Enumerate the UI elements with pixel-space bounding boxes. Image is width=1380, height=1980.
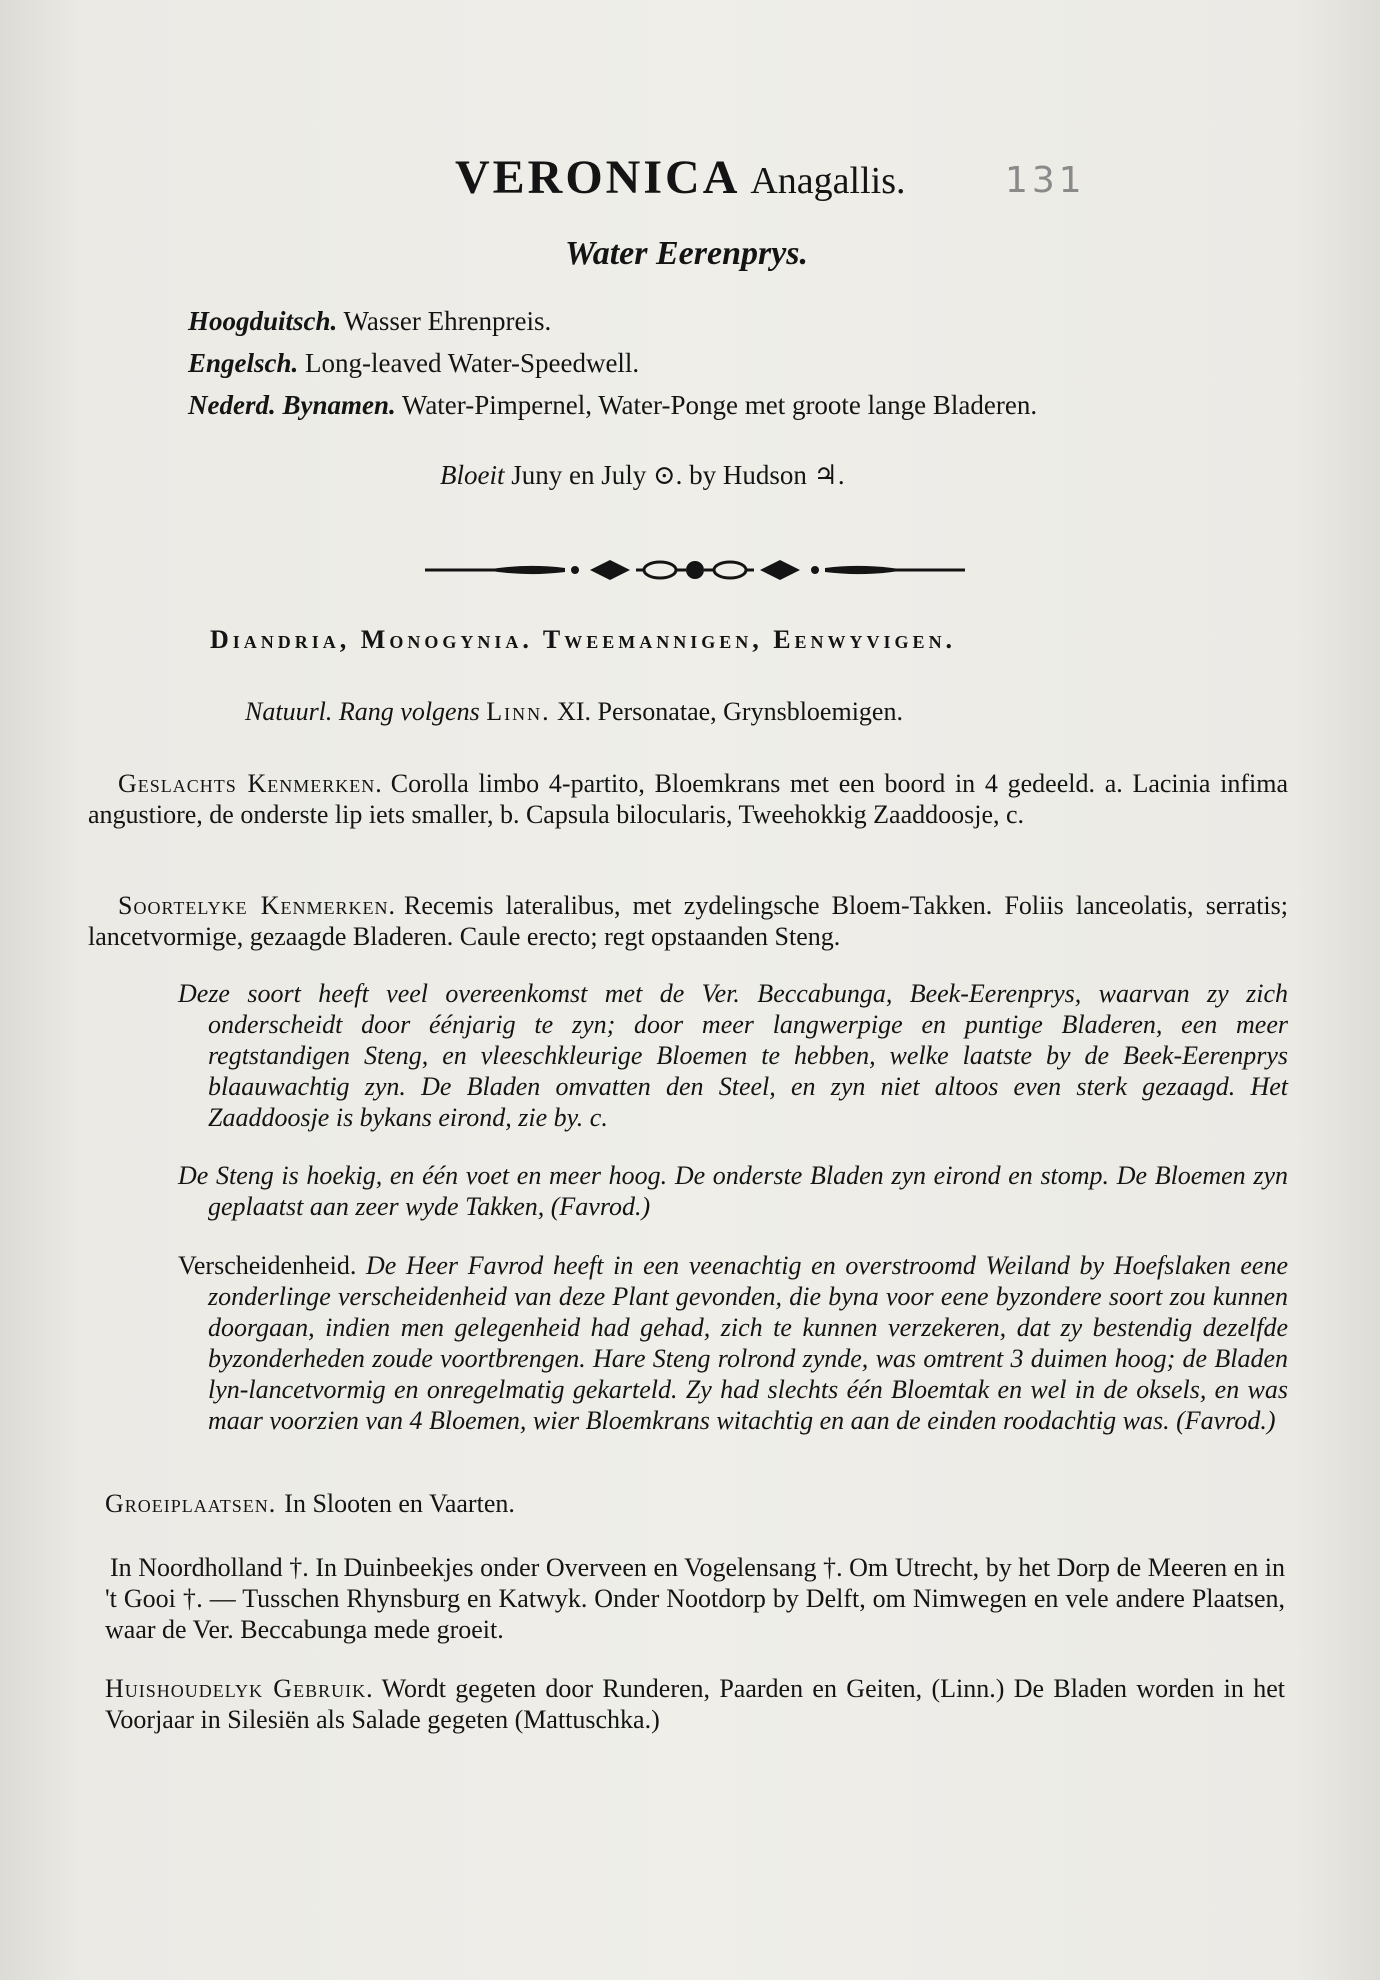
synonym-row bbox=[188, 300, 1037, 342]
variety-note bbox=[178, 1250, 1289, 1436]
household-use-text: Wordt gegeten door Runderen, Paarden en Geiten, (Linn.) De Bladen worden in het Voorjaar in Silesiën als Salade gegeten (Mattuschka.) bbox=[105, 1674, 1285, 1734]
species-characters-text: Recemis lateralibus, met zydelingsche Bloem-Takken. Foliis lanceolatis, serratis; lancetvormige, gezaagde Bladeren. Caule erecto; regt opstaanden Steng. bbox=[88, 891, 1288, 951]
synonym-text: Wasser Ehrenpreis. bbox=[343, 306, 552, 336]
page-subtitle: Water Eerenprys. bbox=[565, 235, 809, 272]
stem-description: De Steng is hoekig, en één voet en meer hoog. De onderste Bladen zyn eirond en stomp. De Bloemen zyn geplaatst aan zeer wyde Takken, (Favrod.) bbox=[178, 1161, 1288, 1221]
household-use-heading: Huishoudelyk Gebruik. bbox=[105, 1674, 374, 1703]
synonym-text: Long-leaved Water-Speedwell. bbox=[305, 348, 640, 378]
genus-characters-heading: Geslachts Kenmerken. bbox=[118, 769, 383, 798]
synonym-label: Engelsch. bbox=[188, 348, 299, 378]
linnaean-class: Diandria, Monogynia. Tweemannigen, Eenwyvigen. bbox=[210, 625, 957, 654]
synonym-label: Nederd. Bynamen. bbox=[188, 390, 396, 420]
page-number: 131 bbox=[1005, 160, 1086, 201]
variety-text: De Heer Favrod heeft in een veenachtig en overstroomd Weiland by Hoefslaken eene zonderlinge verscheidenheid van deze Plant gevonden, die byna voor eene byzondere soort zou kunnen doorgaan, indien men gelegenheid had gehad, zich te kunnen verzekeren, dat zy bestendig dezelfde byzonderheden zoude voortbrengen. Hare Steng rolrond zynde, was omtrent 3 duimen hoog; de Bladen lyn-lancetvormig en onregelmatig gekarteld. Zy had slechts één Bloemtak en wel in de oksels, en was maar voorzien van 4 Bloemen, wier Bloemkrans witachtig en aan de einden roodachtig was. (Favrod.) bbox=[208, 1251, 1289, 1435]
household-use bbox=[105, 1673, 1285, 1735]
natural-order-rest: XI. Personatae, Grynsbloemigen. bbox=[557, 697, 903, 726]
flowering-text: Juny en July ⊙. by Hudson ♃. bbox=[511, 460, 845, 490]
synonym-label: Hoogduitsch. bbox=[188, 306, 338, 336]
habitat-heading: Groeiplaatsen. bbox=[105, 1489, 277, 1518]
natural-order-linn: Linn. bbox=[486, 697, 551, 726]
genus-characters-text: Corolla limbo 4-partito, Bloemkrans met een boord in 4 gedeeld. a. Lacinia infima angustiore, de onderste lip iets smaller, b. Capsula bilocularis, Tweehokkig Zaaddoosje, c. bbox=[88, 769, 1289, 829]
species-characters bbox=[88, 890, 1288, 952]
flowering-line bbox=[440, 460, 845, 491]
species-comparison: Deze soort heeft veel overeenkomst met de Ver. Beccabunga, Beek-Eerenprys, waarvan zy zich onderscheidt door éénjarig te zyn; door meer langwerpige en puntige Bladeren, een meer regtstandigen Steng, en vleeschkleurige Bloemen te hebben, welke laatste by de Beek-Eerenprys blaauwachtig zyn. De Bladen omvatten den Steel, en zyn niet altoos even sterk gezaagd. Het Zaaddoosje is bykans eirond, zie by. c. bbox=[178, 979, 1288, 1132]
habitat-text: In Slooten en Vaarten. bbox=[284, 1489, 515, 1518]
title-epithet: Anagallis. bbox=[750, 160, 906, 202]
species-characters-heading: Soortelyke Kenmerken. bbox=[118, 891, 396, 920]
page-title bbox=[455, 150, 906, 205]
variety-heading: Verscheidenheid. bbox=[178, 1251, 357, 1280]
synonym-row bbox=[188, 342, 1037, 384]
habitat bbox=[105, 1488, 1285, 1519]
flowering-label: Bloeit bbox=[440, 460, 505, 490]
locations: In Noordholland †. In Duinbeekjes onder Overveen en Vogelensang †. Om Utrecht, by het Dorp de Meeren en in 't Gooi †. — Tusschen Rhynsburg en Katwyk. Onder Nootdorp by Delft, om Nimwegen en vele andere Plaatsen, waar de Ver. Beccabunga mede groeit. bbox=[105, 1553, 1285, 1644]
natural-order bbox=[245, 697, 903, 727]
title-genus: VERONICA bbox=[455, 151, 741, 204]
ornament-divider bbox=[425, 550, 965, 590]
synonym-list bbox=[188, 300, 1037, 426]
synonym-text: Water-Pimpernel, Water-Ponge met groote lange Bladeren. bbox=[402, 390, 1038, 420]
synonym-row bbox=[188, 384, 1037, 426]
natural-order-prefix: Natuurl. Rang volgens bbox=[245, 697, 480, 726]
genus-characters bbox=[88, 768, 1288, 830]
